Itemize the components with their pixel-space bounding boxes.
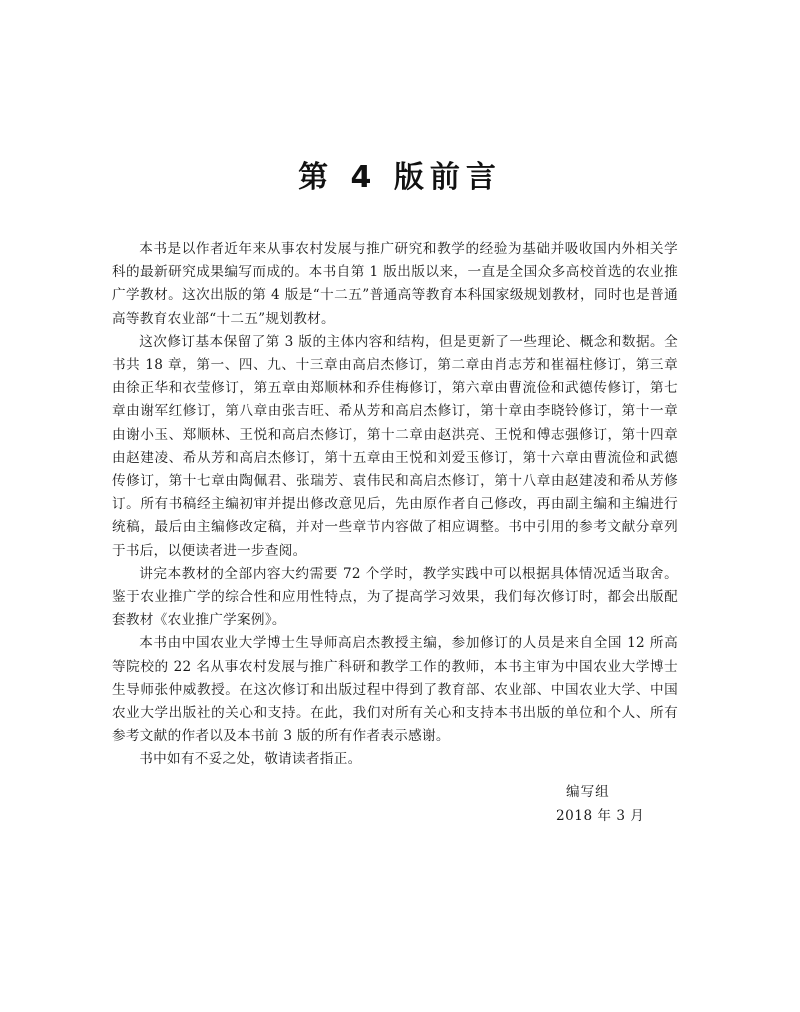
author-signature: 编写组	[566, 784, 610, 800]
page-title: 第 4 版前言	[298, 160, 502, 195]
paragraph: 讲完本教材的全部内容大约需要 72 个学时，教学实践中可以根据具体情况适当取舍。鉴于农业推广学的综合性和应用性特点，为了提高学习效果，我们每次修订时，都会出版配套教材《农业推广学案例》。	[112, 565, 678, 629]
paragraph: 本书是以作者近年来从事农村发展与推广研究和教学的经验为基础并吸收国内外相关学科的最新研究成果编写而成的。本书自第 1 版出版以来，一直是全国众多高校首选的农业推广学教材。这次出版的第 4 版是“十二五”普通高等教育本科国家级规划教材，同时也是普通高等教育农业部“十二五”规划教材。	[112, 241, 678, 327]
date-line: 2018 年 3 月	[556, 808, 645, 824]
paragraph: 本书由中国农业大学博士生导师高启杰教授主编，参加修订的人员是来自全国 12 所高等院校的 22 名从事农村发展与推广科研和教学工作的教师，本书主审为中国农业大学博士生导师张仲威教授。在这次修订和出版过程中得到了教育部、农业部、中国农业大学、中国农业大学出版社的关心和支持。在此，我们对所有关心和支持本书出版的单位和个人、所有参考文献的作者以及本书前 3 版的所有作者表示感谢。	[112, 635, 678, 745]
preface-body	[112, 238, 678, 772]
paragraph: 这次修订基本保留了第 3 版的主体内容和结构，但是更新了一些理论、概念和数据。全书共 18 章，第一、四、九、十三章由高启杰修订，第二章由肖志芳和崔福柱修订，第三章由徐正华和衣莹修订，第五章由郑顺林和乔佳梅修订，第六章由曹流俭和武德传修订，第七章由谢军红修订，第八章由张吉旺、希从芳和高启杰修订，第十章由李晓铃修订，第十一章由谢小玉、郑顺林、王悦和高启杰修订，第十二章由赵洪亮、王悦和傅志强修订，第十四章由赵建凌、希从芳和高启杰修订，第十五章由王悦和刘爱玉修订，第十六章由曹流俭和武德传修订，第十七章由陶佩君、张瑞芳、袁伟民和高启杰修订，第十八章由赵建凌和希从芳修订。所有书稿经主编初审并提出修改意见后，先由原作者自己修改，再由副主编和主编进行统稿，最后由主编修改定稿，并对一些章节内容做了相应调整。书中引用的参考文献分章列于书后，以便读者进一步查阅。	[112, 333, 678, 559]
paragraph: 书中如有不妥之处，敬请读者指正。	[139, 751, 362, 768]
